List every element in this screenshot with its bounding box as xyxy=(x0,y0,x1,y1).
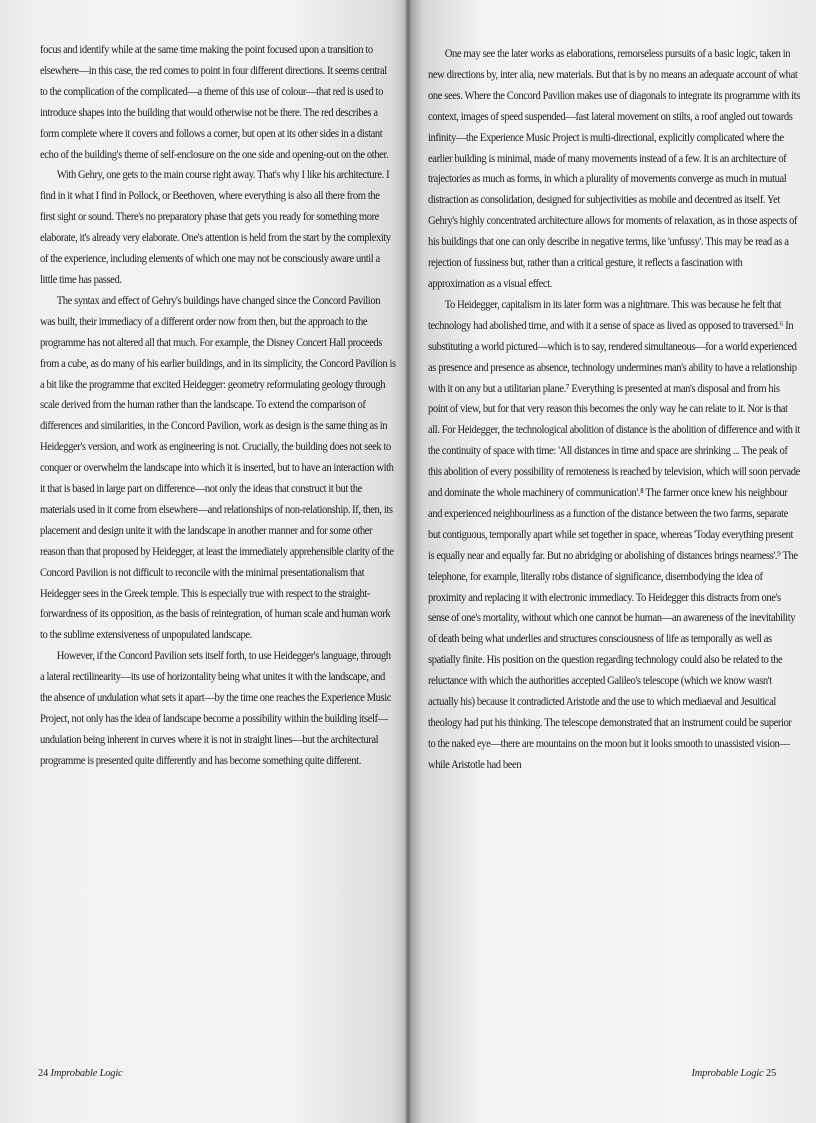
right-paragraph-1: One may see the later works as elaborations, remorseless pursuits of a basic logic, taken in new directions by, inter alia, new materials. But that is by no means an adequate account of what one sees. Where the Concord Pavilion makes use of diagonals to integrate its programme with its context, images of speed suspended—fast lateral movement on stilts, a roof angled out towards infinity—the Experience Music Project is multi-directional, explicitly complicated where the earlier building is minimal, made of many movements instead of a few. It is an architecture of trajectories as much as forms, in which a plurality of movements converge as much in mutual distraction as consolidation, designed for subjectivities as mobile and decentred as itself. Yet Gehry's highly concentrated architecture allows for moments of relaxation, as in those aspects of his buildings that one can only describe in negative terms, like 'unfussy'. This may be read as a rejection of fussiness but, rather than a critical gesture, it reflects a fascination with approximation as a visual effect. xyxy=(428,48,800,290)
left-paragraph-3: The syntax and effect of Gehry's buildings have changed since the Concord Pavilion was built, their immediacy of a different order now from then, but the approach to the programme has not altered all that much. For example, the Disney Concert Hall proceeds from a cube, as do many of his earlier buildings, and in its simplicity, the Concord Pavilion is a bit like the programme that excited Heidegger: geometry reformulating geology through scale derived from the human rather than the landscape. To extend the comparison of differences and similarities, in the Concord Pavilion, work as design is the same thing as in Heidegger's version, and work as engineering is not. Crucially, the building does not seek to conquer or overwhelm the landscape into which it is inserted, but to have an interaction with it that is based in large part on difference—not only the ideas that construct it but the materials used in it come from elsewhere—and relationships of non-relationship. If, then, its placement and design unite it with the landscape in another manner and for some other reason than that proposed by Heidegger, at least the immediately apprehensible clarity of the Concord Pavilion is not difficult to reconcile with the minimal presentationalism that Heidegger sees in the Greek temple. This is especially true with respect to the straight-forwardness of its opposition, as the basis of reintegration, of human scale and human work to the sublime extensiveness of unpopulated landscape. xyxy=(40,294,396,642)
left-paragraph-2: With Gehry, one gets to the main course right away. That's why I like his architecture. I find in it what I find in Pollock, or Beethoven, where everything is also all there from the first sight or sound. There's no preparatory phase that gets you ready for something more elaborate, it's already very elaborate. One's attention is held from the start by the complexity of the experience, including elements of which one may not be consciously aware until a little time has passed. xyxy=(40,169,391,286)
running-title: Improbable Logic xyxy=(50,1068,123,1079)
book-gutter xyxy=(404,0,412,1123)
running-title: Improbable Logic xyxy=(691,1068,764,1079)
right-folio xyxy=(692,1068,777,1079)
left-paragraph-4: However, if the Concord Pavilion sets itself forth, to use Heidegger's language, through a lateral rectilinearity—its use of horizontality being what unites it with the landscape, and the absence of undulation what sets it apart—by the time one reaches the Experience Music Project, not only has the idea of landscape become a possibility within the building itself—undulation being inherent in curves where it is not in straight lines—but the architectural programme is presented quite differently and has become something quite different. xyxy=(40,650,392,767)
right-paragraph-2: To Heidegger, capitalism in its later form was a nightmare. This was because he felt that technology had abolished time, and with it a sense of space as lived as opposed to traversed.⁶ In substituting a world pictured—which is to say, rendered simultaneous—for a world experienced as presence and presence as absence, technology undermines man's ability to have a relationship with it on any but a utilitarian plane.⁷ Everything is presented at man's disposal and from his point of view, but for that very reason this becomes the only way he can relate to it. Nor is that all. For Heidegger, the technological abolition of distance is the abolition of difference and with it the continuity of space with time: 'All distances in time and space are shrinking ... The peak of this abolition of every possibility of remoteness is reached by television, which will soon pervade and dominate the whole machinery of communication'.⁸ The farmer once knew his neighbour and experienced neighbourliness as a function of the distance between the two farms, separate but contiguous, temporally apart while set together in space, whereas 'Today everything present is equally near and equally far. But no abridging or abolishing of distances brings nearness'.⁹ The telephone, for example, literally robs distance of significance, disembodying the idea of proximity and replacing it with electronic immediacy. To Heidegger this distracts from one's sense of one's mortality, without which one cannot be human—an awareness of the inevitability of death being what underlies and structures consciousness of life as temporally as well as spatially finite. His position on the question regarding technology could also be related to the reluctance with which the authorities accepted Galileo's telescope (which we know wasn't actually his) because it contradicted Aristotle and the use to which mediaeval and Jesuitical theology had put his thinking. The telescope demonstrated that an instrument could be superior to the naked eye—there are mountains on the moon but it looks smooth to unassisted vision—while Aristotle had been xyxy=(428,298,800,771)
left-page-body xyxy=(40,40,398,772)
right-page xyxy=(408,0,816,1123)
left-paragraph-1: focus and identify while at the same time making the point focused upon a transition to elsewhere—in this case, the red comes to point in four different directions. It seems central to the complication of the complicated—a theme of this use of colour—that red is used to introduce shapes into the building that would otherwise not be there. The red describes a form complete where it covers and follows a corner, but open at its other sides in a distant echo of the building's theme of self-enclosure on the one side and opening-out on the other. xyxy=(40,44,389,161)
page-number: 25 xyxy=(765,1068,776,1079)
right-page-body xyxy=(428,44,802,776)
page-number: 24 xyxy=(38,1068,49,1079)
left-folio xyxy=(38,1068,123,1079)
